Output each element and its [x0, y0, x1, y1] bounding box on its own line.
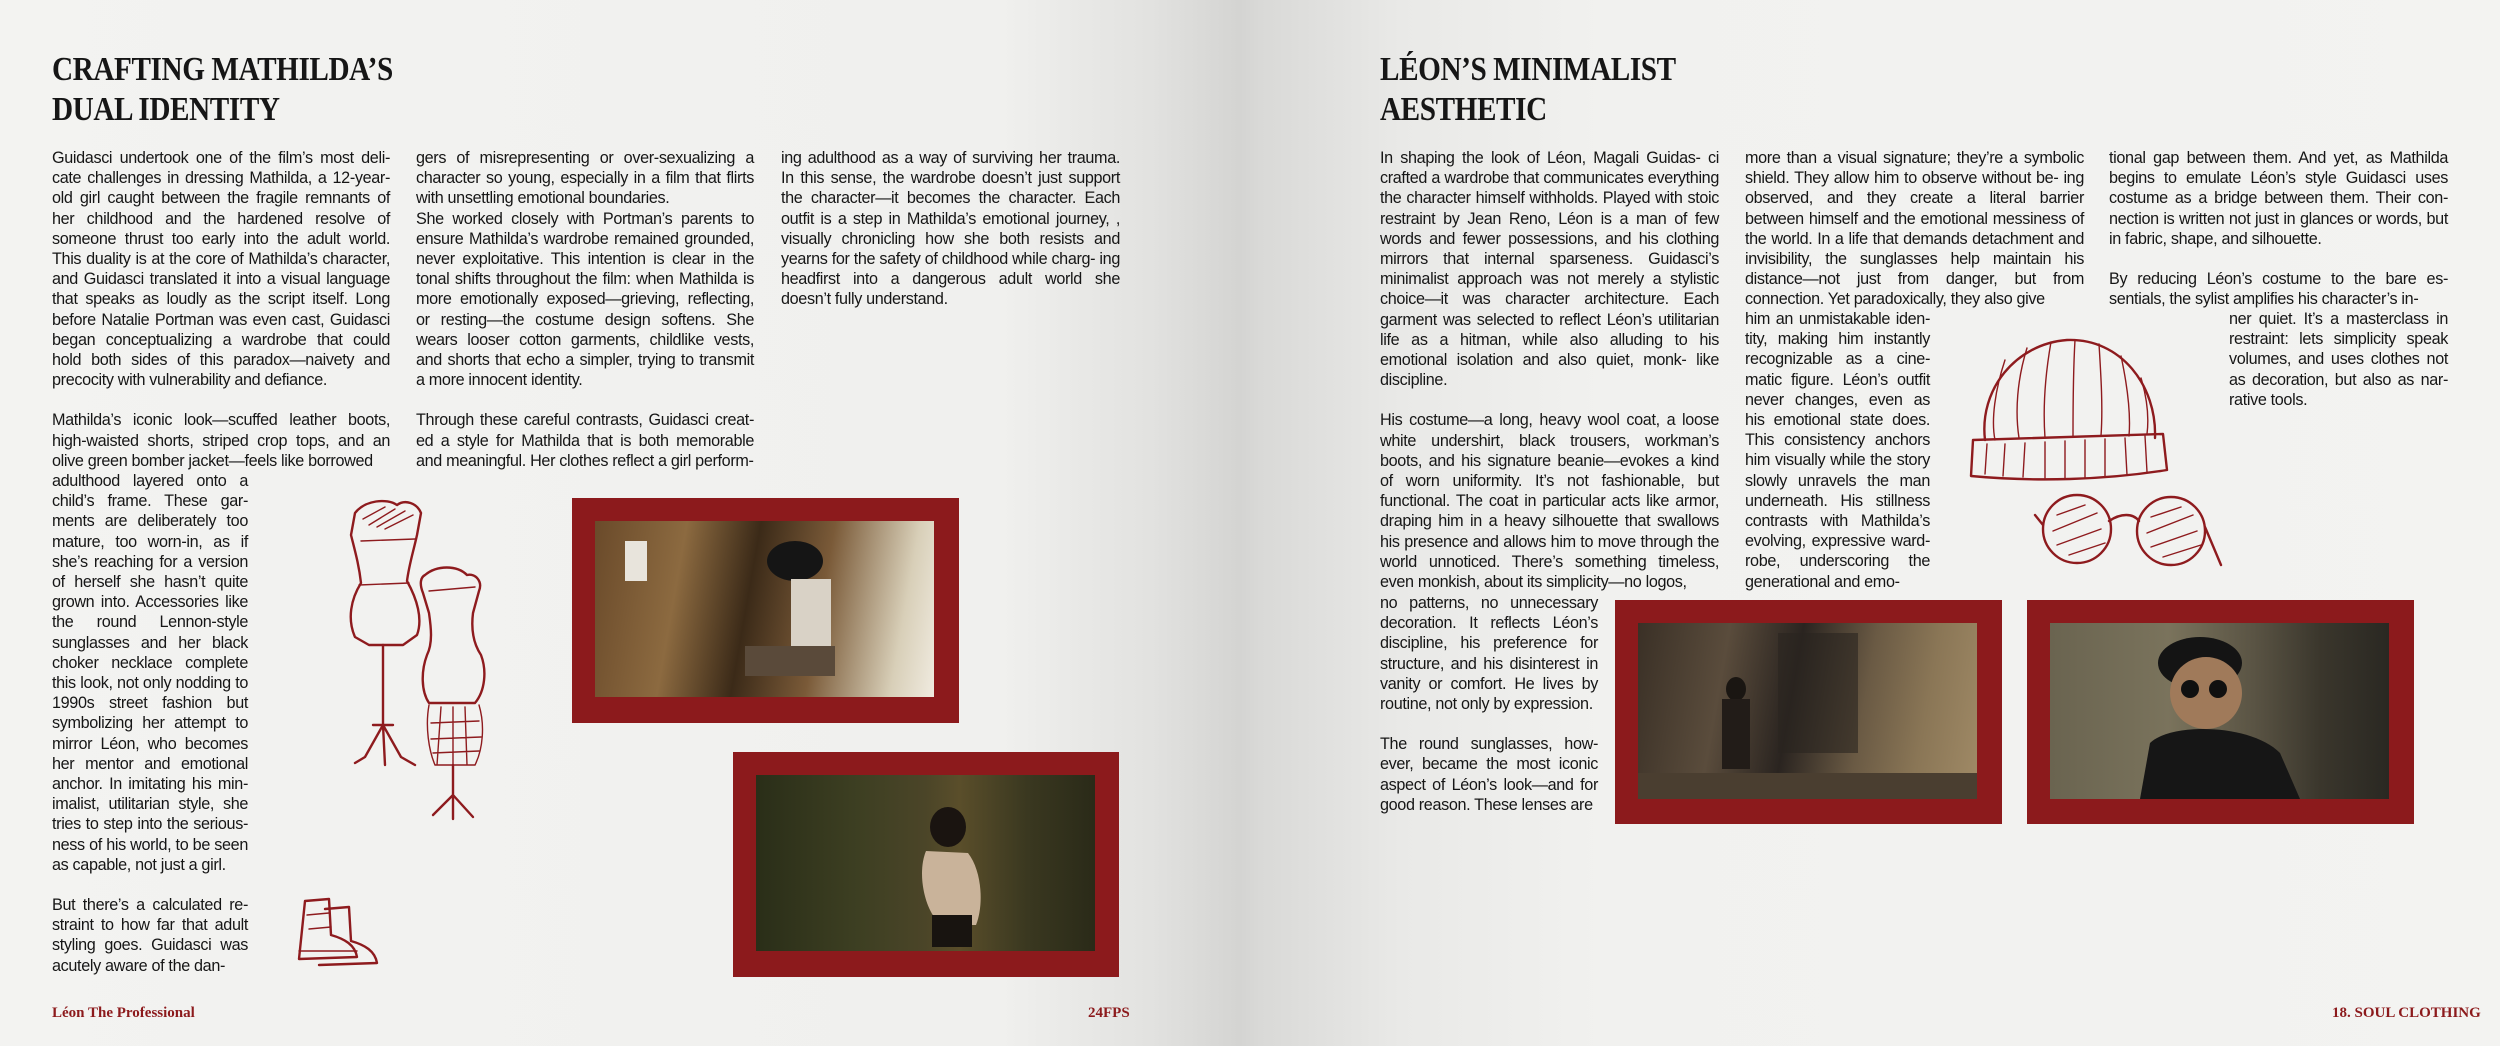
right-column-3: [2109, 148, 2448, 309]
right-column-2: [1745, 148, 2084, 310]
right-column-1-narrow: [1380, 593, 1598, 815]
photo-frame-2: [733, 752, 1119, 977]
left-column-2: [416, 148, 754, 471]
photo-frame-4: [2027, 600, 2414, 824]
right-col1-paragraph-2-cont: no patterns, no unnecessary decoration. It reflects Léon’s discipline, his preference for structure, and his disinterest in vanity or comfort. He lives by routine, not only by expression.: [1380, 594, 1598, 714]
beanie-sketch: [1955, 330, 2185, 490]
right-footer-chapter: 18. SOUL CLOTHING: [2332, 1005, 2481, 1021]
photo-frame-3: [1615, 600, 2002, 824]
right-page-title: [1380, 50, 1676, 130]
right-title-line2: AESTHETIC: [1380, 91, 1547, 128]
doorway-still-shapes: [756, 775, 1095, 951]
right-column-1: [1380, 148, 1719, 592]
film-still-leon-street: [1638, 623, 1977, 799]
left-column-1: [52, 148, 390, 471]
left-footer-page: 24FPS: [1088, 1005, 1130, 1021]
film-still-mathilda-doorway: [756, 775, 1095, 951]
right-col3-paragraph-1: tional gap between them. And yet, as Mathilda begins to emulate Léon’s style Guidasci uses costume as a bridge between them. Their con- nection is written not just in glances or words, but in fabric, shape, and silhouette.: [2109, 149, 2448, 248]
left-col1-paragraph-3: But there’s a calculated re- straint to how far that adult styling goes. Guidasci was acutely aware of the dan-: [52, 896, 248, 975]
left-col2-paragraph-1: gers of misrepresenting or over-sexualizing a character so young, especially in a film that flirts with unsettling emotional boundaries.: [416, 149, 754, 208]
film-still-mathilda-kitchen: [595, 521, 934, 697]
left-col3-paragraph-1: ing adulthood as a way of surviving her trauma. In this sense, the wardrobe doesn’t just support the character—it becomes the character. Each outfit is a step in Mathilda’s emotional journey, , visually chronicling how she both resists and yearns for the safety of childhood while charg- ing headfirst into a dangerous adult world she doesn’t fully understand.: [781, 149, 1120, 309]
right-col1-paragraph-2: His costume—a long, heavy wool coat, a loose white undershirt, black trousers, workman’s boots, and his signature beanie—evokes a kind of worn uniformity. It’s not fashionable, but functional. The coat in particular acts like armor, draping him in a heavy silhouette that swallows his presence and allows him to move through the world unnoticed. There’s something timeless, even monkish, about its simplicity—no logos,: [1380, 411, 1719, 592]
left-title-line2: DUAL IDENTITY: [52, 91, 280, 128]
street-still-shapes: [1638, 623, 1977, 799]
left-col2-paragraph-3: Through these careful contrasts, Guidasci creat- ed a style for Mathilda that is both memorable and meaningful. Her clothes reflect a girl perform-: [416, 411, 754, 470]
left-col1-paragraph-2: Mathilda’s iconic look—scuffed leather boots, high-waisted shorts, striped crop tops, and an olive green bomber jacket—feels like borrowed: [52, 411, 390, 470]
left-page-title: [52, 50, 393, 130]
left-footer-title: Léon The Professional: [52, 1005, 195, 1021]
left-col1-paragraph-1: Guidasci undertook one of the film’s most deli- cate challenges in dressing Mathilda, a 12-year- old girl caught between the fragile remnants of her childhood and the hardened resolve of someone thrust too early into the adult world. This duality is at the core of Mathilda’s character, and Guidasci translated it into a visual language that speaks as loudly as the script itself. Long before Natalie Portman was even cast, Guidasci began conceptualizing a wardrobe that could hold both sides of this paradox—naivety and precocity with vulnerability and defiance.: [52, 149, 390, 390]
right-col3-paragraph-2-cont: ner quiet. It’s a masterclass in restraint: lets simplicity speak volumes, and uses clothes not as decoration, but also as nar- rative tools.: [2229, 310, 2448, 409]
photo-frame-1: [572, 498, 959, 723]
film-still-leon-portrait: [2050, 623, 2389, 799]
left-col1-paragraph-2-cont: adulthood layered onto a child’s frame. These gar- ments are deliberately too mature, too worn-in, as if she’s reaching for a version of herself she hasn’t quite grown into. Accessories like the round Lennon-style sunglasses and her black choker necklace complete this look, not only nodding to 1990s street fashion but symbolizing her attempt to mirror Léon, who becomes her mentor and emotional anchor. In imitating his min- imalist, utilitarian style, she tries to step into the serious- ness of his world, to be seen as capable, not just a girl.: [52, 472, 248, 874]
kitchen-still-shapes: [595, 521, 934, 697]
boots-sketch: [285, 895, 395, 975]
right-col3-paragraph-2: By reducing Léon’s costume to the bare es- sentials, the sylist amplifies his character’s in-: [2109, 270, 2448, 309]
left-col2-paragraph-2: She worked closely with Portman’s parents to ensure Mathilda’s wardrobe remained grounded, never exploitative. This intention is clear in the tonal shifts throughout the film: when Mathilda is more emotionally exposed—grieving, reflecting, or resting—the costume design softens. She wears looser cotton garments, childlike vests, and shorts that echo a simpler, trying to transmit a more innocent identity.: [416, 209, 754, 390]
left-column-1-narrow: [52, 471, 248, 976]
portrait-still-shapes: [2050, 623, 2389, 799]
left-title-line1: CRAFTING MATHILDA’S: [52, 51, 393, 88]
right-column-2-narrow: [1745, 309, 1930, 592]
left-column-3: [781, 148, 1120, 310]
dress-form-sketch: [325, 495, 525, 825]
right-title-line1: LÉON’S MINIMALIST: [1380, 51, 1676, 88]
right-column-3-narrow: [2229, 309, 2448, 410]
right-col1-paragraph-1: In shaping the look of Léon, Magali Guidas- ci crafted a wardrobe that communicates everything the character himself withholds. Played with stoic restraint by Jean Reno, Léon is a man of few words and fewer possessions, and his clothing mirrors that internal sparseness. Guidasci’s minimalist approach was not merely a stylistic choice—it was character architecture. Each garment was selected to reflect Léon’s utilitarian life as a hitman, while also alluding to his emotional isolation and also quiet, monk- like discipline.: [1380, 149, 1719, 390]
round-sunglasses-sketch: [2035, 485, 2225, 575]
right-col2-paragraph-1: more than a visual signature; they’re a symbolic shield. They allow him to observe without be- ing observed, and they create a literal barrier between himself and the emotional messiness of the world. In a life that demands detachment and invisibility, the sunglasses help maintain his distance—not just from danger, but from connection. Yet paradoxically, they also give: [1745, 149, 2084, 309]
right-col1-paragraph-3: The round sunglasses, how- ever, became the most iconic aspect of Léon’s look—and for good reason. These lenses are: [1380, 735, 1598, 814]
right-col2-paragraph-1-cont: him an unmistakable iden- tity, making him instantly recognizable as a cine- matic figure. Léon’s outfit never changes, even as his emotional state does. This consistency anchors him visually while the story slowly unravels the man underneath. His stillness contrasts with Mathilda’s evolving, expressive ward- robe, underscoring the generational and emo-: [1745, 310, 1930, 591]
